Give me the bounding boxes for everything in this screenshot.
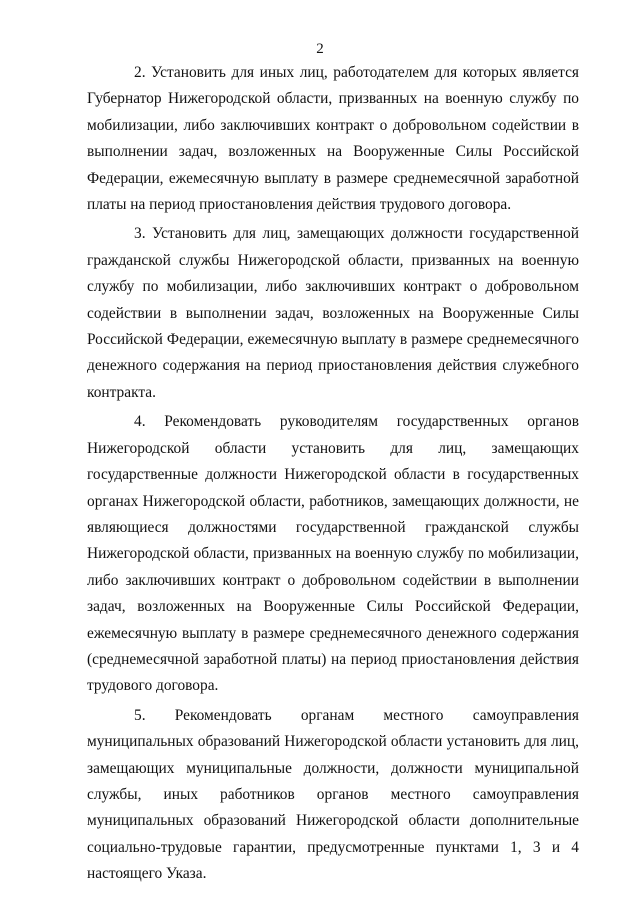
paragraph-item-5: 5. Рекомендовать органам местного самоуправления муниципальных образований Нижегородской области установить для лиц, замещающих муниципальные должности, должности муниципальной службы, иных работников органов местного самоуправления муниципальных образований Нижегородской области дополнительные социально-трудовые гарантии, предусмотренные пунктами 1, 3 и 4 настоящего Указа. [87, 706, 579, 883]
document-body [87, 60, 579, 888]
paragraph-item-3: 3. Установить для лиц, замещающих должности государственной гражданской службы Нижегородской области, призванных на военную службу по мобилизации, либо заключивших контракт о добровольном содействии в выполнении задач, возложенных на Вооруженные Силы Российской Федерации, ежемесячную выплату в размере среднемесячного денежного содержания на период приостановления действия служебного контракта. [87, 225, 579, 401]
paragraph-item-2: 2. Установить для иных лиц, работодателем для которых является Губернатор Нижегородской области, призванных на военную службу по мобилизации, либо заключивших контракт о добровольном содействии в выполнении задач, возложенных на Вооруженные Силы Российской Федерации, ежемесячную выплату в размере среднемесячной заработной платы на период приостановления действия трудового договора. [87, 64, 579, 214]
paragraph-item-4: 4. Рекомендовать руководителям государственных органов Нижегородской области установить для лиц, замещающих государственные должности Нижегородской области в государственных органах Нижегородской области, работников, замещающих должности, не являющиеся должностями государственной гражданской службы Нижегородской области, призванных на военную службу по мобилизации, либо заключивших контракт о добровольном содействии в выполнении задач, возложенных на Вооруженные Силы Российской Федерации, ежемесячную выплату в размере среднемесячного денежного содержания (среднемесячной заработной платы) на период приостановления действия трудового договора. [87, 413, 579, 695]
page-number: 2 [316, 41, 324, 57]
